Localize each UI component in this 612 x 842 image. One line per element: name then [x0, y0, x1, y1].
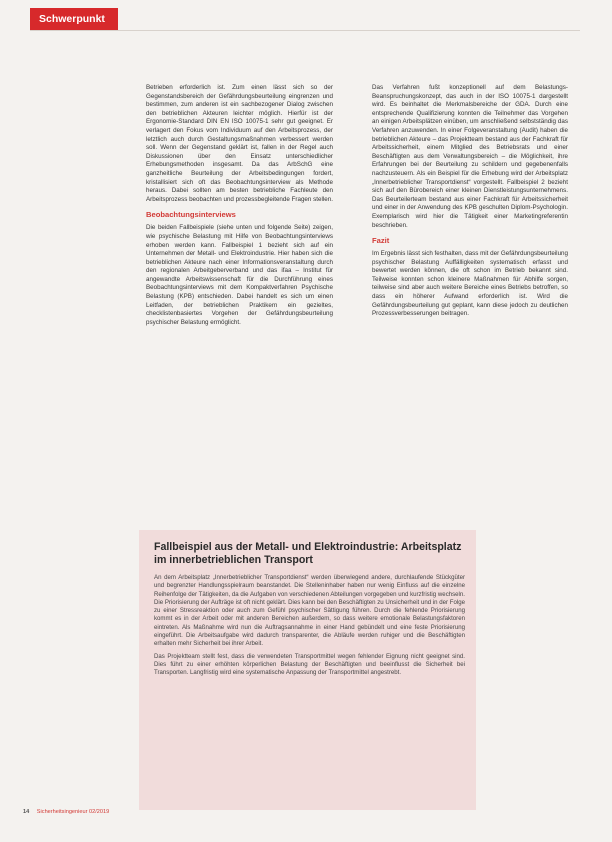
- case-study-box: [139, 530, 476, 810]
- left-column: [146, 84, 333, 327]
- heading-beobachtungsinterviews: Beobachtungsinterviews: [146, 210, 236, 220]
- right-paragraph-2: Im Ergebnis lässt sich festhalten, dass mit der Gefährdungsbeurteilung psychischer Belastung Auffälligkeiten systematisch erfasst und bewertet werden können, die oft schon im Betrieb bekannt sind. Teilweise konnten schon kleinere Maßnahmen für Abhilfe sorgen, teilweise sind aber auch weitere Bereiche eines Betriebs betroffen, so dass ein höherer Aufwand erforderlich ist. Wird die Gefährdungsbeurteilung gut geplant, kann diese jedoch zu deutlichen Prozessverbesserungen beitragen.: [372, 250, 568, 318]
- left-paragraph-1: Betrieben erforderlich ist. Zum einen lässt sich so der Gegenstandsbereich der Gefährdungsbeurteilung eingrenzen und bestimmen, zum anderen ist ein sachbezogener Dialog zwischen den betrieblichen Akteuren leichter möglich. Hierfür ist der Ergonomie-Standard DIN EN ISO 10075-1 sehr gut geeignet. Er verlagert den Fokus vom Individuum auf den Arbeitsprozess, der letztlich auch durch Gestaltungsmaßnahmen verbessert werden soll. Wenn der Gegenstand geklärt ist, fallen in der Regel auch Diskussionen über den Einsatz unterschiedlicher Erhebungsmethoden insgesamt. Da das ArbSchG eine ganzheitliche Beurteilung der Arbeitsbedingungen fordert, kristallisiert sich oft das Beobachtungsinterview als Methode heraus. Dabei sollten am besten betriebliche Fachleute den Arbeitsprozess beobachten und prozessbegleitende Fragen stellen.: [146, 84, 333, 203]
- case-study-paragraph-1: An dem Arbeitsplatz „Innerbetrieblicher Transportdienst“ werden überwiegend andere, durchlaufende Stückgüter und begrenzter Handlungsspielraum beanstandet. Die Stelleninhaber haben nur wenig Einfluss auf die einzelne Reihenfolge der Tätigkeiten, da die Aufgaben von verschiedenen Abteilungen vorgegeben und kurzfristig wechseln. Die Priorisierung der Aufträge ist oft nicht geklärt. Dies kann bei den Beschäftigten zu Unsicherheit und in der Folge zu einer Stressreaktion oder auch zum Gefühl psychischer Sättigung führen. Durch die fehlende Priorisierung kommt es in der Arbeit oder mit anderen Bereichen außerdem, so dass weitere emotionale Belastungsfaktoren eintreten. Als Maßnahme wird nun die Auftragsannahme in einer Hand gebündelt und eine feste Priorisierung eingeführt. Die Arbeitsaufgabe wird dadurch transparenter, die Abläufe werden ruhiger und die Beschäftigten erhalten mehr Sicherheit bei ihrer Arbeit.: [154, 574, 465, 648]
- right-column: [372, 84, 568, 319]
- section-tab: Schwerpunkt: [30, 8, 118, 30]
- header-divider: [30, 30, 580, 31]
- right-paragraph-1: Das Verfahren fußt konzeptionell auf dem Belastungs-Beanspruchungskonzept, das auch in der ISO 10075-1 dargestellt wird. Es beinhaltet die Merkmalsbereiche der GDA. Durch eine entsprechende Qualifizierung konnten die Teilnehmer das Vorgehen an einigen Arbeitsplätzen einüben, um anschließend selbstständig das Verfahren anzuwenden. In einer Folgeveranstaltung (Audit) haben die betrieblichen Akteure – das Projektteam bestand aus der Fachkraft für Arbeitssicherheit, einem Mitglied des Betriebsrats und einer Beschäftigten aus dem Verwaltungsbereich – die Möglichkeit, ihre Erfahrungen bei der Beurteilung zu schildern und gegebenenfalls nachzusteuern. Als ein Beispiel für die Erhebung wird der Arbeitsplatz „Innerbetrieblicher Transportdienst“ vorgestellt. Fallbeispiel 2 bezieht sich auf den Bürobereich einer kleinen Dienstleistungsunternehmens. Das Beurteilerteam bestand aus einer Fachkraft für Arbeitssicherheit und einer in der Anwendung des KPB geschulten Diplom-Psychologin. Exemplarisch wird hier die Tätigkeit einer Marketingreferentin beschrieben.: [372, 84, 568, 229]
- case-study-paragraph-2: Das Projektteam stellt fest, dass die verwendeten Transportmittel wegen fehlender Eignung nicht geeignet sind. Dies führt zu einer erhöhten körperlichen Belastung der Beschäftigten und beeinflusst die Sicherheit bei Transporten. Langfristig wird eine systematische Anpassung der Transportmittel angestrebt.: [154, 652, 465, 677]
- page-footer: [23, 809, 109, 815]
- publication-name: Sicherheitsingenieur 02/2019: [36, 809, 110, 815]
- left-paragraph-2: Die beiden Fallbeispiele (siehe unten und folgende Seite) zeigen, wie psychische Belastung mit Hilfe von Beobachtungsinterviews erhoben werden kann. Fallbeispiel 1 bezieht sich auf ein Unternehmen der Metall- und Elektroindustrie. Hier haben sich die betrieblichen Akteure nach einer Informationsveranstaltung durch den regionalen Arbeitgeberverband und das ifaa – Institut für angewandte Arbeitswissenschaft für die Durchführung eines Beobachtungsinterviews mit dem Kompaktverfahren Psychische Belastung (KPB) entschieden. Dabei handelt es sich um einen Leitfaden, der betrieblichen Praktikern ein gezieltes, checklistenbasiertes Vorgehen der Gefährdungsbeurteilung psychischer Belastung ermöglicht.: [146, 224, 333, 326]
- heading-fazit: Fazit: [372, 236, 390, 246]
- page-number: 14: [23, 809, 30, 815]
- case-study-text: [154, 574, 465, 682]
- case-study-title: Fallbeispiel aus der Metall- und Elektroindustrie: Arbeitsplatz im innerbetrieblichen Transport: [154, 541, 462, 567]
